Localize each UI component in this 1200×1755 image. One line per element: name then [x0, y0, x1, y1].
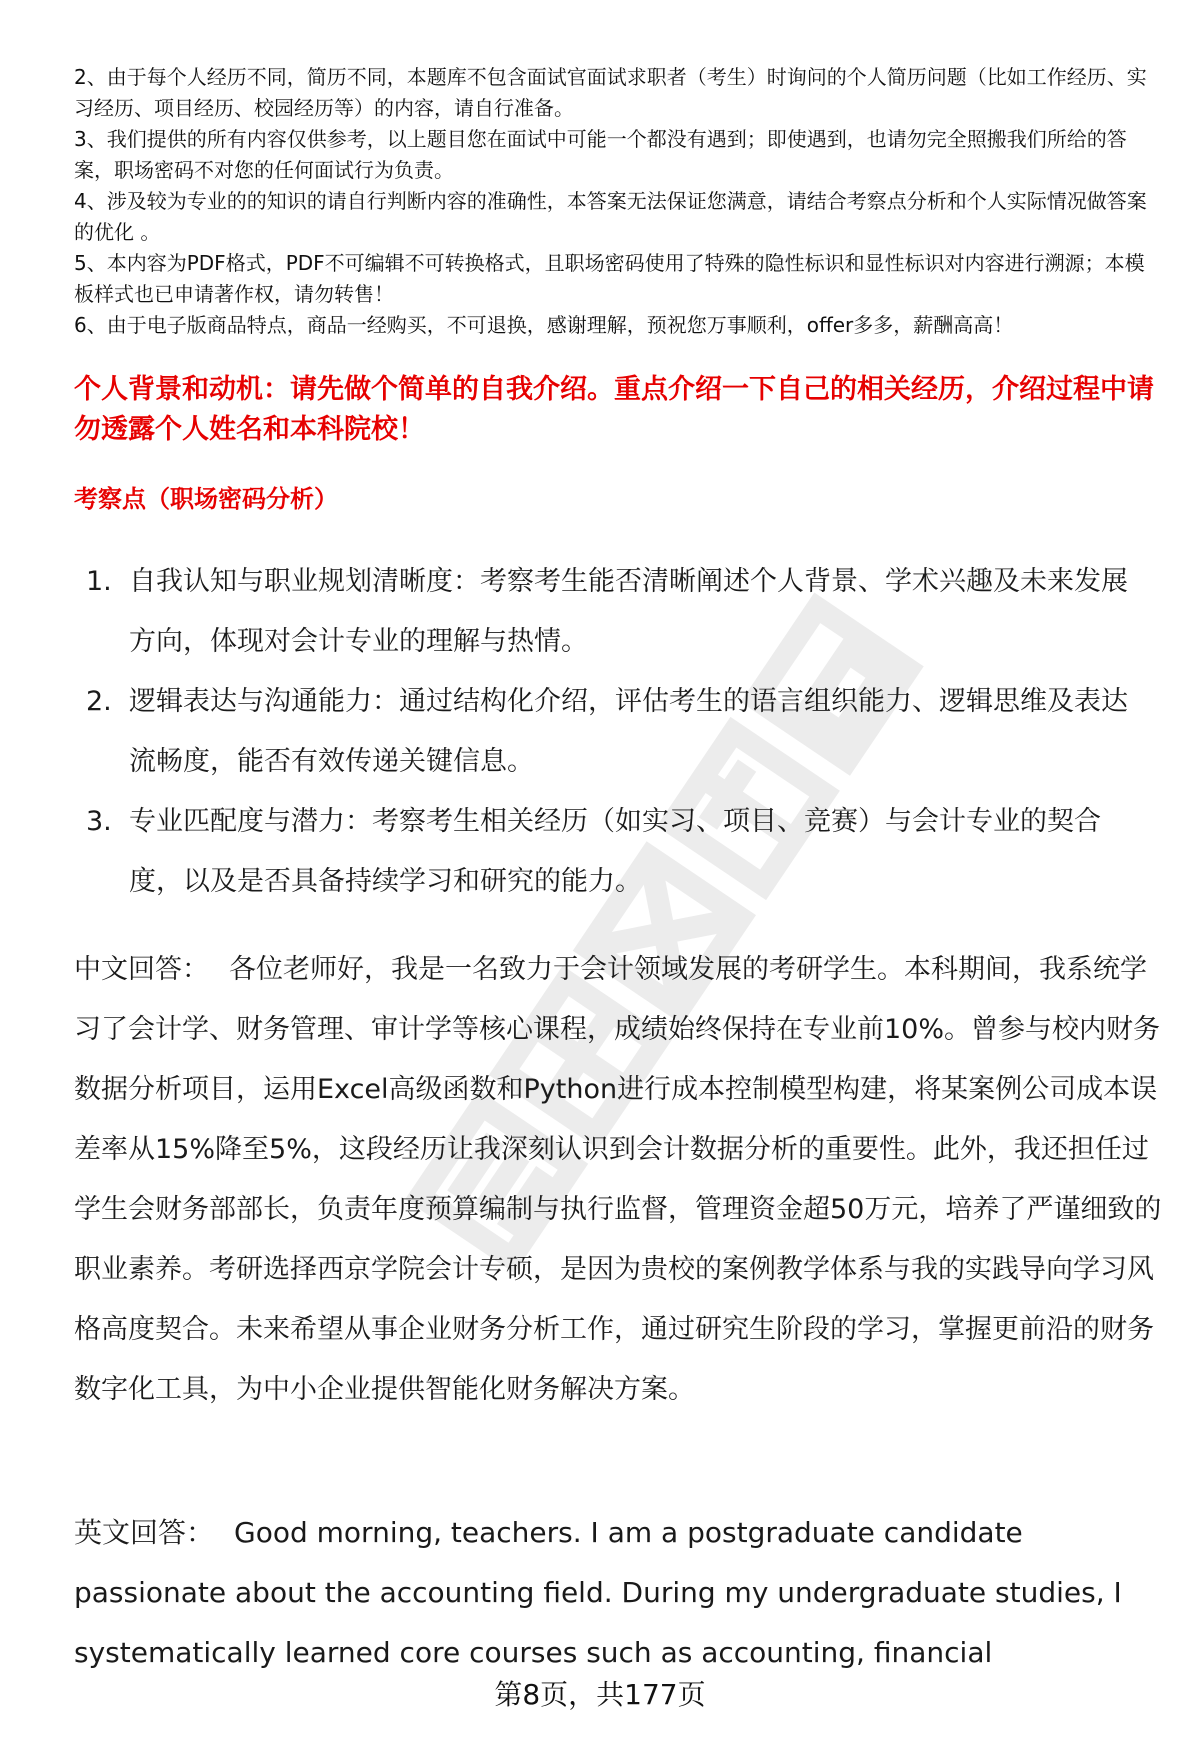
point-text: 专业匹配度与潜力：考察考生相关经历（如实习、项目、竞赛）与会计专业的契合度，以及是否具备持续学习和研究的能力。 — [129, 806, 1101, 897]
point-text: 逻辑表达与沟通能力：通过结构化介绍，评估考生的语言组织能力、逻辑思维及表达流畅度，能否有效传递关键信息。 — [129, 686, 1128, 777]
page-number-footer: 第8页，共177页 — [494, 1678, 706, 1711]
chinese-answer — [74, 940, 1164, 1420]
question-heading: 个人背景和动机：请先做个简单的自我介绍。重点介绍一下自己的相关经历，介绍过程中请勿透露个人姓名和本科院校！ — [74, 374, 1154, 445]
point-text: 自我认知与职业规划清晰度：考察考生能否清晰阐述个人背景、学术兴趣及未来发展方向，体现对会计专业的理解与热情。 — [129, 566, 1128, 657]
chinese-answer-label: 中文回答： — [74, 954, 209, 985]
analysis-point — [74, 672, 1154, 792]
english-answer-text: Good morning, teachers. I am a postgraduate candidate passionate about the accounting field. During my undergraduate studies, I systematically learned core courses such as accounting, financial — [74, 1516, 1122, 1669]
analysis-heading: 考察点（职场密码分析） — [74, 485, 338, 513]
point-number: 1. — [86, 566, 112, 597]
chinese-answer-text: 各位老师好，我是一名致力于会计领域发展的考研学生。本科期间，我系统学习了会计学、财务管理、审计学等核心课程，成绩始终保持在专业前10%。曾参与校内财务数据分析项目，运用Excel高级函数和Python进行成本控制模型构建，将某案例公司成本误差率从15%降至5%，这段经历让我深刻认识到会计数据分析的重要性。此外，我还担任过学生会财务部部长，负责年度预算编制与执行监督，管理资金超50万元，培养了严谨细致的职业素养。考研选择西京学院会计专硕，是因为贵校的案例教学体系与我的实践导向学习风格高度契合。未来希望从事企业财务分析工作，通过研究生阶段的学习，掌握更前沿的财务数字化工具，为中小企业提供智能化财务解决方案。 — [74, 954, 1162, 1405]
note-item: 4、涉及较为专业的的知识的请自行判断内容的准确性，本答案无法保证您满意，请结合考察点分析和个人实际情况做答案的优化 。 — [74, 189, 1147, 244]
note-item: 2、由于每个人经历不同，简历不同，本题库不包含面试官面试求职者（考生）时询问的个人简历问题（比如工作经历、实习经历、项目经历、校园经历等）的内容，请自行准备。 — [74, 65, 1147, 120]
note-item: 5、本内容为PDF格式，PDF不可编辑不可转换格式，且职场密码使用了特殊的隐性标识和显性标识对内容进行溯源；本模板样式也已申请著作权，请勿转售！ — [74, 251, 1145, 306]
point-number: 3. — [86, 806, 112, 837]
disclaimer-notes — [74, 62, 1154, 341]
point-number: 2. — [86, 686, 112, 717]
english-answer — [74, 1503, 1164, 1683]
analysis-list — [74, 552, 1154, 912]
note-item: 6、由于电子版商品特点，商品一经购买，不可退换，感谢理解，预祝您万事顺利，offer多多，薪酬高高！ — [74, 313, 1014, 337]
analysis-point — [74, 792, 1154, 912]
english-answer-label: 英文回答： — [74, 1516, 215, 1549]
analysis-point — [74, 552, 1154, 672]
note-item: 3、我们提供的所有内容仅供参考，以上题目您在面试中可能一个都没有遇到；即使遇到，也请勿完全照搬我们所给的答案，职场密码不对您的任何面试行为负责。 — [74, 127, 1127, 182]
